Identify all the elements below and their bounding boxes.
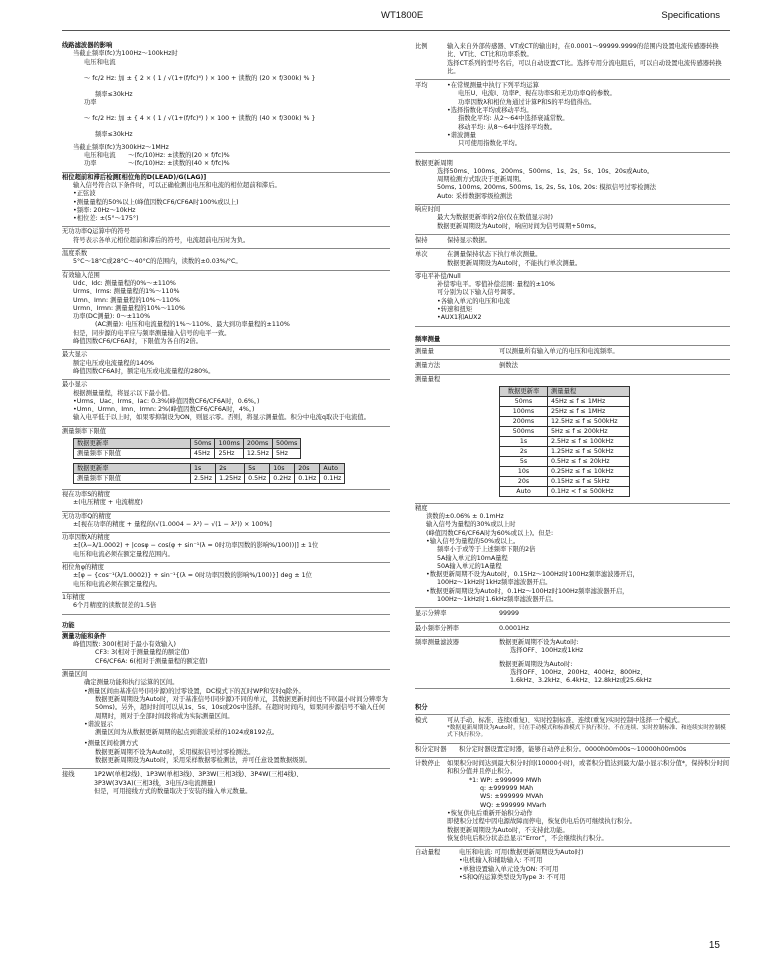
data-update-section <box>415 159 730 205</box>
text: 1.6kHz、3.2kHz、6.4kHz、12.8kHz或25.6kHz <box>510 677 652 685</box>
table-row <box>500 406 630 416</box>
phase-angle-section <box>62 563 390 593</box>
table-cell: 0.5Hz ≤ f ≤ 20kHz <box>548 456 630 466</box>
bullet: • 正弦波 <box>62 190 390 198</box>
text: 峰值因数CF6A时，额定电压或电流量程的280%。 <box>73 367 215 375</box>
text: 峰值因数CF6/CF6A时，下限值为各自的2倍。 <box>73 338 202 346</box>
table-row <box>500 396 630 406</box>
text: 电压和电流必须在额定量程范围内。 <box>73 550 174 558</box>
wiring-label: 接线 <box>62 771 75 779</box>
bullet: • 选择指数化平均或移动平均。 <box>447 107 730 115</box>
text: 恢复供电后积分状态总显示“Error”，不会继续执行积分。 <box>447 834 608 842</box>
section-title: 零电平补偿/Null <box>415 272 461 280</box>
table-cell: 2s <box>216 463 245 473</box>
table-cell: 200ms <box>500 416 548 426</box>
display-res-row <box>415 608 730 622</box>
table-cell: 12.5Hz ≤ f ≤ 500kHz <box>548 416 630 426</box>
table-row <box>500 466 630 476</box>
temp-coef-section <box>62 249 390 271</box>
section-title: 最大显示 <box>62 351 88 359</box>
text: 可分别为以下输入信号调零。 <box>437 289 519 297</box>
table-header: 数据更新率 <box>500 386 548 396</box>
one-year-section <box>62 593 390 615</box>
table-cell: Auto <box>500 486 548 496</box>
line-filter-section <box>62 41 390 173</box>
text: 数据更新周期设为Auto时，采用采样数据零检测法，并可任意设置数据级别。 <box>95 757 312 764</box>
functions-heading: 功能 <box>62 621 390 632</box>
table-cell: 0.1Hz < f ≤ 500kHz <box>548 486 630 496</box>
text: 输入电平低于以上时，如果零抑制设为ON，则显示零。否则，将显示测量值。积分中电流q取决于电流值。 <box>73 414 371 422</box>
text: 功率(DC测量): 0～±110% <box>73 313 151 321</box>
integration-heading: 积分 <box>415 703 730 714</box>
freq-filter-row <box>415 637 730 689</box>
section-title: 相位角φ的精度 <box>62 564 104 572</box>
bullet: • 频率: 20Hz～10kHz <box>62 207 390 215</box>
table-cell: 5Hz <box>272 448 300 458</box>
row-label: 测量量 <box>415 347 434 355</box>
table-row <box>500 476 630 486</box>
table-row <box>500 456 630 466</box>
effective-input-section <box>62 271 390 351</box>
text: 如果积分时间达到最大积分时间(10000小时)，或者积分值达到最大/最小显示积分值*，保持积分时间和积分值并且停止积分。 <box>447 760 730 776</box>
section-title: 相位超前和滞后检测[相位角的D(LEAD)/G(LAG)] <box>62 173 207 181</box>
text: ±(电压精度 + 电流精度) <box>73 499 143 507</box>
row-label: 积分定时器 <box>415 745 447 753</box>
text: 3P3W(3V3A)(三相3线，3电压/3电流测量) <box>94 779 216 787</box>
text: 补偿零电平。零值补偿范围: 量程的±10% <box>437 281 555 289</box>
section-title: 测量区间 <box>62 671 88 679</box>
table-cell: Auto <box>320 463 345 473</box>
section-title: 温度系数 <box>62 250 88 258</box>
text: 在测量保持状态下执行单次测量。 <box>447 251 542 259</box>
text: 频率≤30kHz <box>95 131 133 139</box>
page-number: 15 <box>708 940 720 951</box>
text: 电压U、电流I、功率P、视在功率S和无功功率Q的参数。 <box>458 90 616 98</box>
text: 指数化平均: 从2～64中选择衰减常数。 <box>458 115 569 123</box>
text: 输入信号符合以下条件时，可以正确检测出电压和电流的相位超前和滞后。 <box>73 181 281 189</box>
min-res-row <box>415 623 730 637</box>
text: 可以测量所有输入单元的电压和电流频率。 <box>499 347 619 355</box>
table-header: 数据更新率 <box>74 463 191 473</box>
text: CF6/CF6A: 6(相对于测量量程的额定值) <box>95 657 208 665</box>
table-cell: 45Hz ≤ f ≤ 1MHz <box>548 396 630 406</box>
freq-method-row <box>415 360 730 374</box>
text: 100Hz～1kHz时1kHz频率滤波器开启。 <box>437 579 552 587</box>
text: 只可使用指数化平均。 <box>458 140 521 148</box>
scaling-row <box>415 41 730 80</box>
auto-range-row <box>415 847 730 885</box>
row-label: 最小频率分辨率 <box>415 624 460 632</box>
bullet: • 相位差: ±(5°～175°) <box>62 215 390 223</box>
text: 100Hz～1kHz时1.6kHz频率滤波器开启。 <box>437 596 558 604</box>
text: 峰值因数: 300(相对于最小有效输入) <box>73 641 176 649</box>
bullet: • 单独设置输入单元设为ON: 不可用 <box>459 866 730 874</box>
apparent-power-section <box>62 490 390 512</box>
bullet: • AUX1和AUX2 <box>415 314 730 322</box>
bullet: • 数据更新周期设为Auto时，0.1Hz～100Hz时100Hz频率滤波器开启， <box>415 588 730 596</box>
text: 选择CT系列的型号名后，可以自动设置CT比。选择专用分流电阻后，可以自动设置电流传感器转换比。 <box>447 59 722 75</box>
text: 数据更新周期设为Auto时，对于基准信号(同步源)不同的单元，其数据更新时间也不同(最小时间分辨率为50ms)。另外，超时时间可以从1s、5s、10s或20s中选择。在超时时间内，如果同步源信号不输入任何周期时，则对于全部时间段将成为实际测量区间。 <box>95 695 388 720</box>
section-title: 响应时间 <box>415 206 441 214</box>
measure-interval-section <box>62 670 390 769</box>
power-factor-section <box>62 533 390 563</box>
reactive-power-section <box>62 512 390 534</box>
text: 确定测量功能和执行运算的区间。 <box>84 679 179 687</box>
text: (AC测量): 电压和电流量程的1%～110%、最大到功率量程的±110% <box>95 321 290 329</box>
table-cell: 500ms <box>500 426 548 436</box>
row-label: 模式 <box>415 716 428 724</box>
text: 符号表示各单元相位超前和滞后的符号，电流超前电压时为负。 <box>73 236 250 244</box>
table-cell: 2.5Hz <box>191 473 216 483</box>
text: 5A输入单元的10mA量程 <box>437 554 508 562</box>
table-row <box>500 446 630 456</box>
table-row <box>500 426 630 436</box>
section-title: 1年精度 <box>62 593 85 601</box>
text: 当截止频率(fc)为100Hz～100kHz时 <box>73 50 178 58</box>
section-title: 精度 <box>415 504 428 512</box>
left-column <box>62 41 390 799</box>
table-row <box>500 416 630 426</box>
section-title: 无功功率Q的精度 <box>62 512 112 520</box>
note: *数据更新周期设为Auto时，只在手动模式和标准模式下执行积分。不在连续、实时控制标准、和连续实时控制模式下执行积分。 <box>447 725 726 739</box>
table-cell: 50ms <box>500 396 548 406</box>
text: 读数的±0.06% ± 0.1mHz <box>426 513 504 521</box>
table-cell: 0.15Hz ≤ f ≤ 5kHz <box>548 476 630 486</box>
text: WQ: ±999999 MVarh <box>480 801 547 809</box>
text: 选择50ms、100ms、200ms、500ms、1s、2s、5s、10s、20s或Auto。 <box>437 167 654 175</box>
row-label: 测量方法 <box>415 362 441 370</box>
text: Urmn、Irmn: 测量量程的10%～110% <box>73 304 185 312</box>
bullet: • 测量区间由基准信号(同步源)的过零设置，DC模式下的瓦时WP和安时q除外。 <box>62 688 390 696</box>
table-cell: 12.5Hz <box>243 448 272 458</box>
row-label: 频率测量滤波器 <box>415 638 460 646</box>
row-label: 平均 <box>415 82 428 90</box>
text: ±[φ − {cos⁻¹(λ/1.0002)} + sin⁻¹{(λ = 0时功率因数的影响%/100)}] deg ± 1位 <box>73 572 312 580</box>
table-row <box>500 486 630 496</box>
table-cell: 1s <box>500 436 548 446</box>
text: 倒数法 <box>499 362 518 370</box>
text: 可从手动、标准、连续(重复)、实时控制标准、连续(重复)实时控制中选择一个模式。 <box>447 716 684 724</box>
timer-row <box>415 744 730 758</box>
header-divider <box>62 30 730 31</box>
freq-range-table <box>499 386 630 497</box>
table-header: 测量频率下限值 <box>74 448 191 458</box>
single-row <box>415 249 730 272</box>
text: 当截止频率(fc)为300kHz～1MHz <box>73 143 169 151</box>
table-cell: 0.2Hz <box>270 473 295 483</box>
table-cell: 25Hz ≤ f ≤ 1MHz <box>548 406 630 416</box>
freq-range-section <box>415 375 730 504</box>
count-stop-row <box>415 758 730 847</box>
text: 但是，同步源的电平应与频率测量输入信号的电平一致。 <box>73 329 231 337</box>
text: 数据更新周期设为Auto时，响应时间为信号周期+50ms。 <box>437 222 601 230</box>
table-cell: 20s <box>295 463 320 473</box>
text: 数据更新周期不设为Auto时: <box>499 638 579 646</box>
text: 但是，可用接线方式的数量取决于安装的输入单元数量。 <box>94 787 252 795</box>
section-title: 测量功能和条件 <box>62 632 107 640</box>
table-cell: 2.5Hz ≤ f ≤ 100kHz <box>548 436 630 446</box>
text: 99999 <box>499 610 520 618</box>
text: 6个月精度的读数误差的1.5倍 <box>73 602 157 610</box>
phase-detect-section <box>62 173 390 228</box>
table-cell: 500ms <box>272 438 300 448</box>
section-title: 最小显示 <box>62 381 88 389</box>
bullet: • 恢复供电后重新开始积分动作 <box>447 810 730 818</box>
reactive-sign-section <box>62 227 390 249</box>
text: (峰值因数CF6/CF6A时为60%或以上)。但是: <box>426 529 554 537</box>
text: Urms、Irms: 测量量程的1%～110% <box>73 288 180 296</box>
text: 输入信号为量程的30%或以上时 <box>426 521 516 529</box>
text: 即使积分过程中因电源故障而停电，恢复供电后仍可继续执行积分。 <box>447 818 636 826</box>
table-cell: 1.25Hz ≤ f ≤ 50kHz <box>548 446 630 456</box>
text: 5°C～18°C或28°C～40°C的范围内，读数的±0.03%/°C。 <box>73 258 242 266</box>
text: Auto: 采样数据零级检测法 <box>437 192 513 200</box>
section-title: 功率因数λ的精度 <box>62 534 110 542</box>
text: ±[视在功率的精度 + 量程的(√(1.0004 − λ²) − √(1 − λ²)) × 100%] <box>73 520 272 528</box>
section-title: 无功功率Q运算中的符号 <box>62 228 130 236</box>
text: 周期检测方式取决于更新周期。 <box>437 176 526 184</box>
table-cell: 0.25Hz ≤ f ≤ 10kHz <box>548 466 630 476</box>
table-cell: 0.5Hz <box>245 473 270 483</box>
text: 0.0001Hz <box>499 624 530 632</box>
text: 功率 ～(fc/10)Hz: ±读数的(40 × f/fc)% <box>84 160 230 168</box>
bullet: • S和Q的运算类型设为Type 3: 不可用 <box>459 874 730 882</box>
row-label: 显示分辨率 <box>415 610 447 618</box>
text: 电压和电流 ～(fc/10)Hz: ±读数的(20 × f/fc)% <box>84 152 230 160</box>
text: 数据更新周期设为Auto时，不能执行单次测量。 <box>447 259 582 267</box>
section-title: 有效输入范围 <box>62 271 100 279</box>
table-cell: 5s <box>245 463 270 473</box>
model-name: WT1800E <box>381 10 424 21</box>
right-column <box>415 41 730 885</box>
max-display-section <box>62 350 390 380</box>
table-cell: 25Hz <box>215 448 243 458</box>
text: 选择OFF、100Hz或1kHz <box>510 647 584 655</box>
table-cell: 10s <box>270 463 295 473</box>
text: 额定电压或电流量程的140% <box>73 359 154 367</box>
bullet: • 输入信号为量程的50%或以上。 <box>415 538 730 546</box>
text: 电压和电流必须在额定量程内。 <box>73 580 162 588</box>
section-title: 视在功率S的精度 <box>62 490 111 498</box>
table-cell: 5s <box>500 456 548 466</box>
row-label: 测量量程 <box>415 375 441 383</box>
table-cell: 1s <box>191 463 216 473</box>
text: 数据更新周期不设为Auto时，采用模拟信号过零检测法。 <box>95 748 255 756</box>
table-cell: 0.1Hz <box>295 473 320 483</box>
row-label: 单次 <box>415 251 428 259</box>
table-cell: 2s <box>500 446 548 456</box>
table-cell: 1.25Hz <box>216 473 245 483</box>
text: 功率因数λ和相位角通过计算P和S的平均值得出。 <box>458 98 596 106</box>
text: Udc、Idc: 测量量程的0%～±110% <box>73 279 176 287</box>
section-title: Specifications <box>661 10 720 21</box>
freq-lower-table-1 <box>73 438 301 459</box>
text: 1P2W(单相2线)、1P3W(单相3线)、3P3W(三相3线)、3P4W(三相4线)、 <box>94 771 303 779</box>
bullet: • 各输入单元的电压和电流 <box>415 298 730 306</box>
bullet: • 在常规测量中执行下列平均运算 <box>447 82 730 90</box>
bullet: • 谐波测量 <box>447 132 730 140</box>
table-cell: 0.1Hz <box>320 473 345 483</box>
section-title: 测量频率下限值 <box>62 427 107 435</box>
row-label: 比例 <box>415 43 428 50</box>
table-cell: 50ms <box>191 438 215 448</box>
text: 50A输入单元的1A量程 <box>437 562 502 570</box>
text: *1: WP: ±999999 MWh <box>469 776 542 784</box>
bullet: • Umn、Urmn、Imn、Irmn: 2%(峰值因数CF6/CF6A时，4%。) <box>62 406 390 414</box>
text: WS: ±999999 MVAh <box>480 793 544 801</box>
text: 最大为数据更新率的2倍(仅在数值显示时) <box>437 214 553 222</box>
row-label: 保持 <box>415 236 428 244</box>
freq-lower-table-2 <box>73 463 345 484</box>
text: 数据更新周期设为Auto时: <box>499 660 573 668</box>
table-cell: 10s <box>500 466 548 476</box>
freq-measure-heading: 频率测量 <box>415 335 730 346</box>
mode-row <box>415 715 730 744</box>
table-cell: 5Hz ≤ f ≤ 200kHz <box>548 426 630 436</box>
formula-voltage-current: ～ fc/2 Hz: 加 ± { 2 × ( 1 / √(1+(f/fc)⁴) ) × 100 + 读数的 (20 × f/300k) % } <box>84 74 316 82</box>
table-cell: 200ms <box>243 438 272 448</box>
text: 输入来自外部传感器、VT或CT的输出时，在0.0001～99999.9999的范围内设置电流传感器转换比、VT比、CT比和功率系数。 <box>447 43 719 59</box>
text: 数据更新周期设为Auto时，不支持此功能。 <box>447 826 569 834</box>
hold-row <box>415 235 730 249</box>
line-filter-title: 线路滤波器的影响 <box>62 42 113 49</box>
bullet: • 电机输入和辅助输入: 不可用 <box>459 857 730 865</box>
bullet: • Urms、Uac、Irms、Iac: 0.3%(峰值因数CF6/CF6A时，0.6%。) <box>62 398 390 406</box>
text: ±[(λ−λ/1.0002) + |cosφ − cos(φ + sin⁻¹(λ = 0时功率因数的影响%/100))|] ± 1位 <box>73 542 319 550</box>
table-cell: 45Hz <box>191 448 215 458</box>
text: 根据测量量程，将显示以下最小值。 <box>73 389 174 397</box>
row-label: 自动量程 <box>415 849 441 857</box>
bullet: • 谐波显示 <box>62 721 390 729</box>
text: 保持显示数据。 <box>447 236 492 244</box>
text: 50ms, 100ms, 200ms, 500ms, 1s, 2s, 5s, 10s, 20s: 模拟信号过零检测法 <box>437 184 656 192</box>
averaging-row <box>415 80 730 152</box>
min-display-section <box>62 380 390 426</box>
text: 电压和电流 <box>84 58 116 66</box>
table-header: 测量频率下限值 <box>74 473 191 483</box>
text: 频率≤30kHz <box>95 90 133 98</box>
measure-function-section <box>62 632 390 670</box>
text: q: ±999999 MAh <box>480 785 534 793</box>
text: 功率 <box>84 99 97 107</box>
bullet: • 测量区间检测方式 <box>62 740 390 748</box>
freq-accuracy-section <box>415 504 730 609</box>
table-row <box>500 436 630 446</box>
table-cell: 100ms <box>215 438 243 448</box>
text: 频率小于或等于上述频率下限的2倍 <box>437 546 536 554</box>
zero-level-section <box>415 272 730 327</box>
response-time-section <box>415 205 730 235</box>
text: 电压和电流: 可用(数据更新周期设为Auto时) <box>459 849 584 857</box>
text: 积分定时器设置定时器，能够自动停止积分。0000h00m00s～10000h00m00s <box>459 745 687 753</box>
wiring-row <box>62 769 390 799</box>
table-header: 测量量程 <box>548 386 630 396</box>
formula-power: ～ fc/2 Hz: 加 ± { 4 × ( 1 / √(1+(f/fc)⁴) ) × 100 + 读数的 (40 × f/300k) % } <box>84 115 316 123</box>
text: 测量区间为从数据更新周期的起点到谐波采样的1024或8192点。 <box>95 729 279 737</box>
text: 移动平均: 从8～64中选择平均数。 <box>458 123 557 131</box>
text: 选择OFF、100Hz、200Hz、400Hz、800Hz、 <box>510 668 647 676</box>
section-title: 数据更新周期 <box>415 159 453 167</box>
bullet: • 转速和扭矩 <box>415 306 730 314</box>
table-cell: 20s <box>500 476 548 486</box>
text: CF3: 3(相对于测量量程的额定值) <box>95 649 190 657</box>
table-header: 数据更新率 <box>74 438 191 448</box>
bullet: • 数据更新周期不设为Auto时，0.15Hz～100Hz时100Hz频率滤波器开启， <box>415 571 730 579</box>
table-cell: 100ms <box>500 406 548 416</box>
freq-lower-limit-section <box>62 427 390 490</box>
bullet: • 测量量程的50%以上(峰值因数CF6/CF6A时100%或以上) <box>62 199 390 207</box>
freq-item-row <box>415 346 730 360</box>
row-label: 计数停止 <box>415 760 441 768</box>
text: Umn、Imn: 测量量程的10%～110% <box>73 296 180 304</box>
